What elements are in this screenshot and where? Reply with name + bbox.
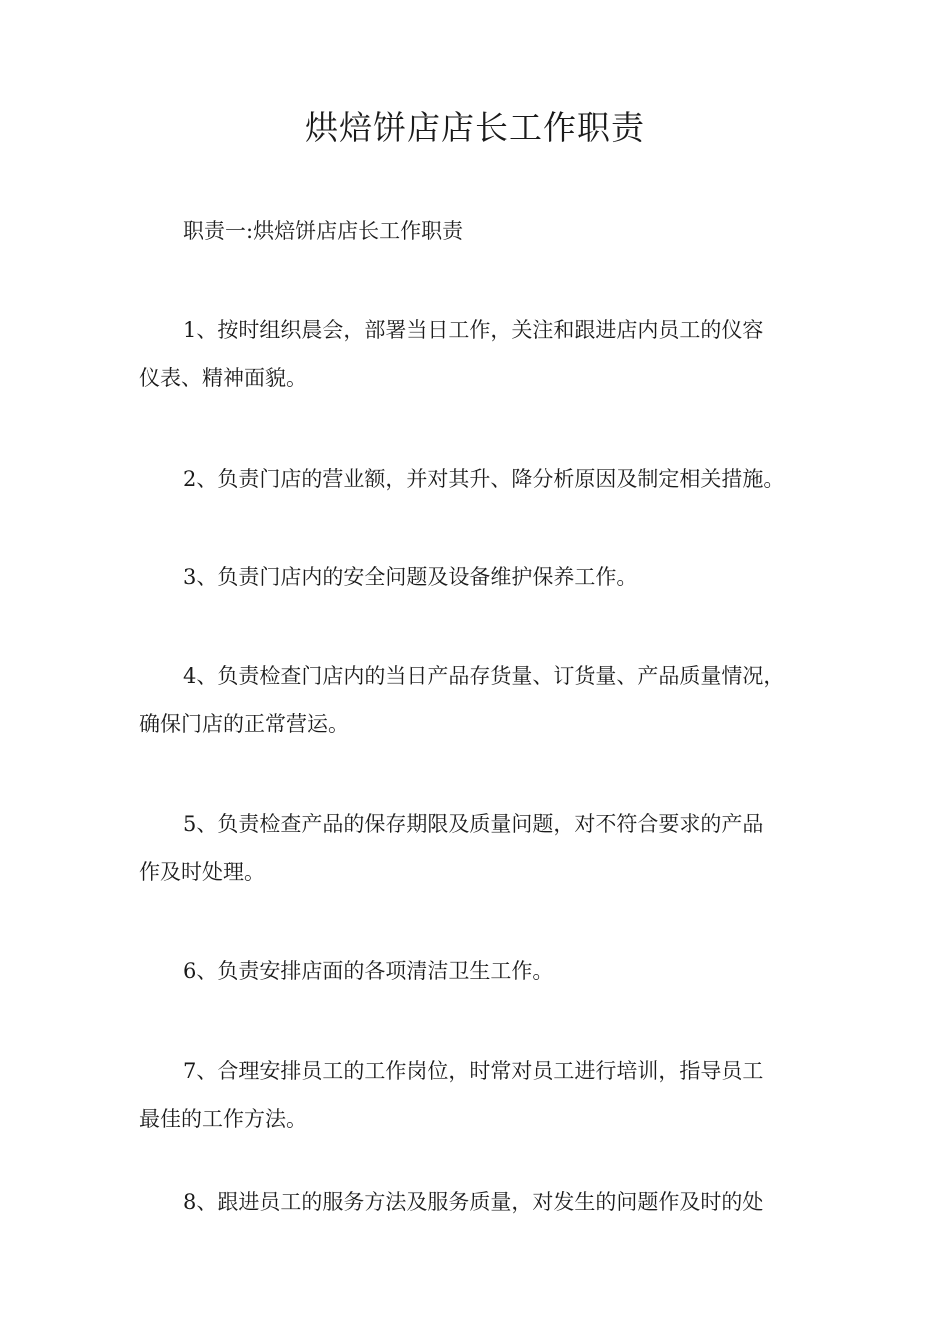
duty-item-5 (139, 800, 819, 896)
duty-item-line: 4、负责检查门店内的当日产品存货量、订货量、产品质量情况， (183, 664, 785, 688)
duty-item-1 (139, 306, 819, 402)
duty-item-line: 2、负责门店的营业额，并对其升、降分析原因及制定相关措施。 (183, 467, 785, 491)
duty-item-4 (139, 652, 819, 748)
duty-item-line: 8、跟进员工的服务方法及服务质量，对发生的问题作及时的处 (183, 1190, 764, 1214)
document-title: 烘焙饼店店长工作职责 (305, 108, 645, 147)
duty-item-7 (139, 1047, 819, 1143)
duty-item-2 (139, 455, 819, 503)
duty-item-3 (139, 553, 819, 601)
duty-item-line: 最佳的工作方法。 (139, 1107, 307, 1131)
duty-item-line: 7、合理安排员工的工作岗位，时常对员工进行培训，指导员工 (183, 1059, 764, 1083)
duty-item-line: 6、负责安排店面的各项清洁卫生工作。 (183, 959, 554, 983)
duty-item-line: 确保门店的正常营运。 (139, 712, 349, 736)
duty-item-line: 1、按时组织晨会，部署当日工作，关注和跟进店内员工的仪容 (183, 318, 764, 342)
duty-item-line: 3、负责门店内的安全问题及设备维护保养工作。 (183, 565, 638, 589)
duty-item-line: 5、负责检查产品的保存期限及质量问题，对不符合要求的产品 (183, 812, 764, 836)
duty-item-6 (139, 947, 819, 995)
section-heading: 职责一:烘焙饼店店长工作职责 (183, 219, 464, 243)
duty-item-line: 作及时处理。 (139, 860, 265, 884)
duty-item-line: 仪表、精神面貌。 (139, 366, 307, 390)
duty-item-8 (139, 1178, 819, 1226)
